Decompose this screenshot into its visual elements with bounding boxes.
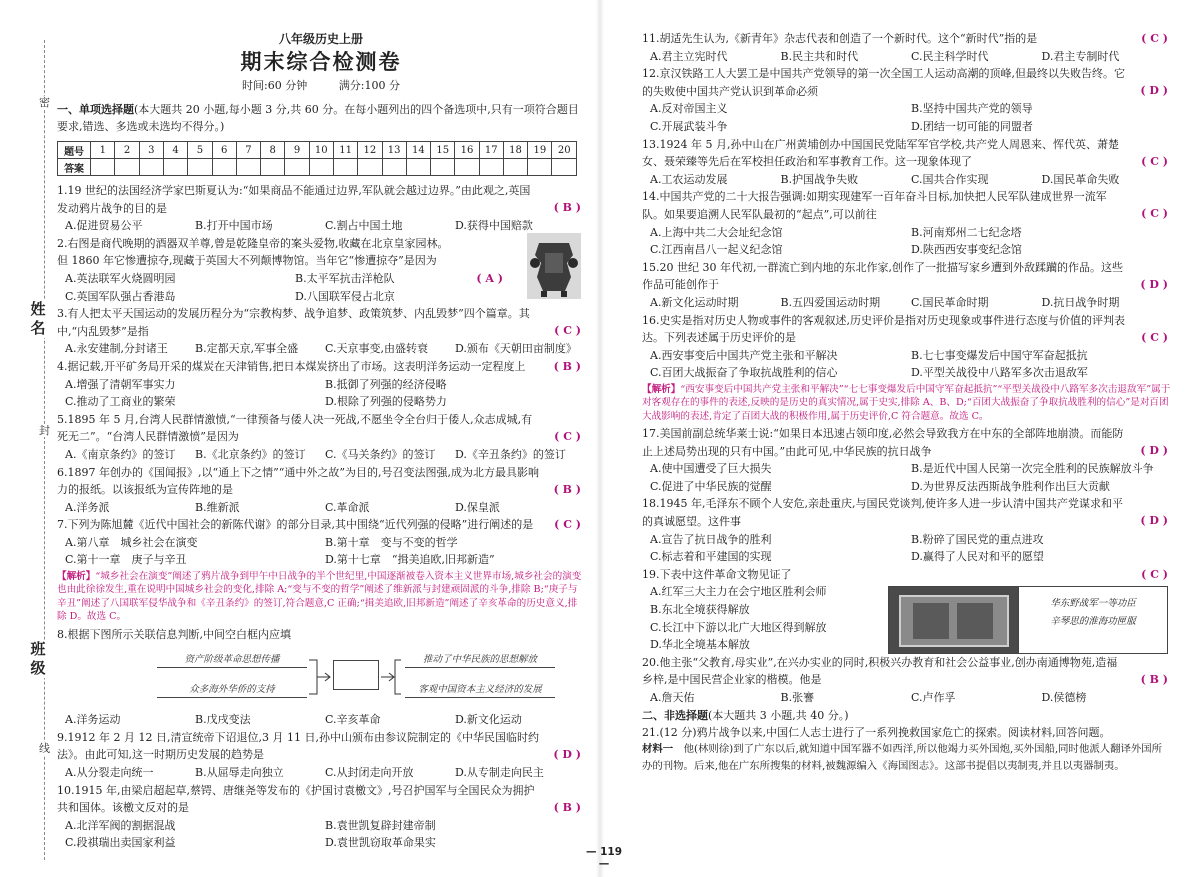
answer-cell[interactable] (503, 159, 527, 176)
options (57, 446, 585, 464)
question-8 (57, 626, 585, 729)
table-number: 2 (115, 142, 139, 159)
option[interactable]: A.《南京条约》的签订 (65, 447, 176, 461)
question-stem: 15.20 世纪 30 年代初,一群流亡到内地的东北作家,创作了一批描写家乡遭到外敌蹂躏的作品。这些作品可能创作于 (642, 260, 1123, 292)
option[interactable]: B.抵御了列强的经济侵略 (325, 377, 447, 391)
section1-desc: (本大题共 20 小题,每小题 3 分,共 60 分。在每小题列出的四个备选项中,只有一项符合题目要求,错选、多选或未选均不得分。) (57, 103, 579, 133)
answer-cell[interactable] (188, 159, 212, 176)
explanation-label: 【解析】 (642, 383, 681, 395)
option[interactable]: D.颁布《天朝田亩制度》 (455, 342, 577, 356)
option[interactable]: C.国共合作实现 (911, 172, 989, 186)
section2-title: 二、非选择题 (642, 708, 708, 722)
question-stem: 6.1897 年创办的《国闻报》,以“通上下之情”“通中外之故”为目的,号召变法图强,成为北方最具影响力的报纸。以该报纸为宣传阵地的是 (57, 465, 539, 497)
table-number: 7 (236, 142, 260, 159)
table-number: 9 (285, 142, 309, 159)
class-label: 班级 (27, 640, 49, 678)
options (642, 583, 882, 653)
answer-cell[interactable] (261, 159, 285, 176)
question-stem: 19.下表中这件革命文物见证了 (642, 567, 792, 581)
question-stem: 21.(12 分)鸦片战争以来,中国仁人志士进行了一系列挽救国家危亡的探索。阅读材料,回答问题。 (642, 725, 1111, 739)
question-12 (642, 65, 1172, 135)
option[interactable]: D.君主专制时代 (1041, 49, 1120, 63)
options (57, 217, 585, 235)
margin-seal-word: 封 (39, 424, 50, 437)
option[interactable]: A.永安建制,分封诸王 (65, 342, 168, 356)
answer-key: ( D ) (553, 747, 581, 761)
question-1 (57, 182, 585, 235)
option[interactable]: A.西安事变后中国共产党主张和平解决 (650, 348, 838, 362)
options (57, 270, 585, 305)
question-stem: 4.据记载,开平矿务局开采的煤炭在天津销售,把日本煤炭挤出了市场。这表明洋务运动一定程度上 (57, 359, 526, 373)
answer-cell[interactable] (212, 159, 236, 176)
option[interactable]: D.抗日战争时期 (1041, 295, 1120, 309)
diagram-blank-box[interactable] (333, 660, 379, 690)
question-stem: 14.中国共产党的二十大报告强调:如期实现建军一百年奋斗目标,加快把人民军队建成世界一流军队。如果要追溯人民军队最初的“起点”,可以前往 (642, 190, 1107, 221)
question-14 (642, 188, 1172, 258)
table-number: 3 (139, 142, 163, 159)
answer-key: ( D ) (1140, 444, 1168, 458)
option[interactable]: B.《北京条约》的签订 (195, 447, 306, 461)
table-number: 10 (309, 142, 333, 159)
exam-time: 时间:60 分钟 (242, 79, 308, 92)
table-number: 8 (261, 142, 285, 159)
option[interactable]: A.君主立宪时代 (650, 49, 728, 63)
table-number: 11 (333, 142, 357, 159)
answer-cell[interactable] (309, 159, 333, 176)
table-number: 12 (358, 142, 382, 159)
exam-title: 期末综合检测卷 (240, 50, 402, 74)
option[interactable]: C.长江中下游以北广大地区得到解放 (650, 620, 827, 634)
option[interactable]: B.是近代中国人民第一次完全胜利的民族解放斗争 (911, 462, 1154, 476)
option[interactable]: B.护国战争失败 (780, 172, 859, 186)
option[interactable]: D.侯德榜 (1041, 691, 1087, 705)
section2-desc: (本大题共 3 小题,共 40 分。) (708, 708, 849, 722)
option[interactable]: A.促进贸易公平 (65, 219, 143, 233)
options (642, 460, 1172, 495)
explanation-7 (57, 570, 585, 624)
options (57, 764, 585, 782)
option[interactable]: B.太平军抗击洋枪队 (295, 271, 395, 285)
right-column (642, 30, 1172, 775)
option[interactable]: C.开展武装斗争 (650, 119, 728, 133)
options (642, 100, 1172, 135)
table-number: 16 (455, 142, 479, 159)
question-5 (57, 411, 585, 464)
question-6 (57, 464, 585, 517)
name-label: 姓名 (27, 300, 49, 338)
answer-cell[interactable] (285, 159, 309, 176)
question-10 (57, 782, 585, 852)
section1-title: 一、单项选择题 (57, 103, 134, 116)
option[interactable]: A.上海中共二大会址纪念馆 (650, 225, 783, 239)
question-20 (642, 654, 1172, 707)
question-stem: 9.1912 年 2 月 12 日,清宣统帝下诏退位,3 月 11 日,孙中山颁布由参议院制定的《中华民国临时约法》。由此可知,这一时期历史发展的趋势是 (57, 730, 539, 762)
option[interactable]: A.英法联军火烧圆明园 (65, 271, 176, 285)
answer-cell[interactable] (358, 159, 382, 176)
answer-key: ( C ) (554, 429, 581, 443)
option[interactable]: C.江西南昌八一起义纪念馆 (650, 243, 783, 257)
answer-key: ( A ) (476, 271, 503, 285)
option[interactable]: D.根除了列强的侵略势力 (325, 395, 447, 409)
section1-heading (57, 101, 585, 135)
question-stem: 8.根据下图所示关联信息判断,中间空白框内应填 (57, 627, 291, 641)
option[interactable]: B.东北全境获得解放 (650, 603, 750, 617)
option[interactable]: A.宣告了抗日战争的胜利 (650, 532, 772, 546)
option[interactable]: B.河南郑州二七纪念塔 (911, 225, 1022, 239)
table-number: 6 (212, 142, 236, 159)
option[interactable]: B.第十章 变与不变的哲学 (325, 535, 458, 549)
table-number: 18 (503, 142, 527, 159)
option[interactable]: C.百团大战振奋了争取抗战胜利的信心 (650, 366, 838, 380)
diagram-right-bottom: 客观中国资本主义经济的发展 (405, 682, 555, 698)
options (57, 499, 585, 517)
section2-heading (642, 707, 1172, 724)
option[interactable]: D.八国联军侵占北京 (295, 289, 395, 303)
option[interactable]: C.辛亥革命 (325, 713, 381, 727)
option[interactable]: D.团结一切可能的同盟者 (911, 119, 1033, 133)
option[interactable]: A.增强了清朝军事实力 (65, 377, 176, 391)
question-7 (57, 516, 585, 623)
artifact-caption-line: 辛琴思的淮海功匣服 (1050, 615, 1136, 627)
option[interactable]: D.保皇派 (455, 500, 500, 514)
question-17 (642, 425, 1172, 495)
artifact-caption (1019, 587, 1167, 653)
option[interactable]: D.为世界反法西斯战争胜利作出巨大贡献 (911, 479, 1110, 493)
table-number: 1 (91, 142, 115, 159)
question-stem: 13.1924 年 5 月,孙中山在广州黄埔创办中国国民党陆军军官学校,共产党人周恩来、恽代英、萧楚女、聂荣臻等先后在军校担任政治和军事教育工作。这一现象体现了 (642, 137, 1119, 169)
page-number: — 119 — (585, 846, 623, 870)
exam-score: 满分:100 分 (338, 79, 400, 92)
answer-cell[interactable] (382, 159, 406, 176)
option[interactable]: A.洋务运动 (65, 713, 121, 727)
right-page (600, 0, 1200, 877)
options (57, 534, 585, 569)
artifact-caption-line: 华东野战军一等功臣 (1050, 597, 1136, 609)
answer-cell[interactable] (528, 159, 552, 176)
option[interactable]: D.从专制走向民主 (455, 766, 544, 780)
answer-key: ( B ) (553, 359, 581, 373)
question-3 (57, 305, 585, 358)
question-15 (642, 259, 1172, 312)
answer-key: ( B ) (553, 482, 581, 496)
option[interactable]: C.推动了工商业的繁荣 (65, 395, 176, 409)
option[interactable]: D.赢得了人民对和平的愿望 (911, 550, 1044, 564)
option[interactable]: C.民主科学时代 (911, 49, 989, 63)
answer-table (57, 141, 577, 176)
bracket-arrow-icon (379, 654, 405, 700)
explanation-label: 【解析】 (57, 571, 96, 583)
option[interactable]: B.戊戌变法 (195, 713, 251, 727)
option[interactable]: C.《马关条约》的签订 (325, 447, 436, 461)
option[interactable]: D.国民革命失败 (1041, 172, 1120, 186)
option[interactable]: B.坚持中国共产党的领导 (911, 102, 1033, 116)
binding-dashed-line (44, 40, 45, 860)
option[interactable]: A.反对帝国主义 (650, 102, 728, 116)
question-stem: 10.1915 年,由梁启超起草,蔡锷、唐继尧等发布的《护国讨袁檄文》,号召护国军与全国民众为拥护共和国体。该檄文反对的是 (57, 783, 535, 815)
options (642, 689, 1172, 707)
diagram-right-top: 推动了中华民族的思想解放 (405, 652, 555, 668)
margin-seal-word: 密 (39, 96, 50, 109)
option[interactable]: D.获得中国赔款 (455, 219, 533, 233)
question-9 (57, 729, 585, 782)
option[interactable]: C.段祺瑞出卖国家利益 (65, 836, 176, 850)
material-one (642, 741, 1172, 775)
option[interactable]: C.促进了中华民族的觉醒 (650, 479, 772, 493)
answer-key: ( D ) (1140, 84, 1168, 98)
question-stem: 16.史实是指对历史人物或事件的客观叙述,历史评价是指对历史现象或事件进行态度与价值的评判表达。下列表述属于历史评价的是 (642, 313, 1125, 345)
answer-cell[interactable] (236, 159, 260, 176)
material-label: 材料一 (642, 743, 674, 756)
answer-key: ( B ) (553, 201, 581, 214)
answer-cell[interactable] (479, 159, 503, 176)
answer-key: ( C ) (554, 518, 581, 532)
bronze-double-sheep-zun-image (527, 233, 581, 299)
question-stem: 20.他主张“父教育,母实业”,在兴办实业的同时,积极兴办教育和社会公益事业,创办南通博物苑,造福乡梓,是中国民营企业家的楷模。他是 (642, 655, 1118, 687)
option[interactable]: B.维新派 (195, 500, 240, 514)
question-stem: 1.19 世纪的法国经济学家巴斯夏认为:“如果商品不能通过边界,军队就会越过边界。”由此观之,英国发动鸦片战争的目的是 (57, 184, 531, 215)
answer-key: ( C ) (1141, 154, 1168, 168)
explanation-text: “西安事变后中国共产党主张和平解决”“七七事变爆发后中国守军奋起抵抗”“平型关战役中八路军多次击退敌军”属于对客观存在的事件的表述,反映的是历史的真实情况,属于史实,排除 A、B、D;“百团大战振奋了争取抗战胜利的信心”是对百团大战影响的表述,肯定了百团大战的积极作用,属于历史评价,C 符合题意。故选 C。 (642, 383, 1171, 422)
table-label-number: 题号 (58, 142, 91, 159)
table-number: 5 (188, 142, 212, 159)
table-label-answer: 答案 (58, 159, 91, 176)
options (57, 711, 585, 729)
option[interactable]: D.陕西西安事变纪念馆 (911, 243, 1022, 257)
option[interactable]: B.五四爱国运动时期 (780, 295, 881, 309)
option[interactable]: D.新文化运动 (455, 713, 522, 727)
table-number: 14 (406, 142, 430, 159)
question-4 (57, 358, 585, 411)
option[interactable]: B.定都天京,军事全盛 (195, 342, 299, 356)
bracket-arrow-icon (307, 654, 333, 700)
option[interactable]: B.张謇 (780, 691, 815, 705)
options (642, 294, 1172, 312)
option[interactable]: D.华北全境基本解放 (650, 638, 750, 652)
answer-cell[interactable] (455, 159, 479, 176)
answer-key: ( C ) (1141, 207, 1168, 221)
question-stem: 2.右图是商代晚期的酒器双羊尊,曾是乾隆皇帝的案头爱物,收藏在北京皇家园林。但 1860 年它惨遭掠夺,现藏于英国大不列颠博物馆。当年它“惨遭掠夺”是因为 (57, 236, 449, 268)
answer-key: ( B ) (1140, 672, 1168, 686)
option[interactable]: A.第八章 城乡社会在演变 (65, 535, 198, 549)
question-19 (642, 566, 1172, 654)
option[interactable]: B.从屈辱走向独立 (195, 766, 284, 780)
relation-diagram (157, 646, 557, 708)
answer-key: ( C ) (554, 324, 581, 338)
options (642, 531, 1172, 566)
artifact-photo (889, 587, 1019, 653)
options (57, 817, 585, 852)
answer-key: ( C ) (1141, 330, 1168, 344)
option[interactable]: C.国民革命时期 (911, 295, 989, 309)
question-21 (642, 724, 1172, 776)
option[interactable]: B.民主共和时代 (780, 49, 859, 63)
options (642, 224, 1172, 259)
margin-seal-word: 线 (39, 742, 50, 755)
question-stem: 7.下列为陈旭麓《近代中国社会的新陈代谢》的部分目录,其中围绕“近代列强的侵略”进行阐述的是 (57, 518, 534, 532)
diagram-left-top: 资产阶级革命思想传播 (157, 652, 307, 668)
answer-cell[interactable] (431, 159, 455, 176)
option[interactable]: C.天京事变,由盛转衰 (325, 342, 429, 356)
answer-table-number-row (58, 142, 577, 159)
answer-key: ( B ) (553, 800, 581, 814)
artifact-table (888, 586, 1168, 654)
question-stem: 5.1895 年 5 月,台湾人民群情激愤,“一律预备与倭人决一死战,不愿坐令全台归于倭人,众志成城,有死无二”。“台湾人民群情激愤”是因为 (57, 412, 533, 444)
option[interactable]: A.北洋军阀的割据混战 (65, 818, 176, 832)
option[interactable]: A.工农运动发展 (650, 172, 728, 186)
table-number: 17 (479, 142, 503, 159)
answer-table-answer-row (58, 159, 577, 176)
exam-subtitle: 八年级历史上册 (278, 32, 363, 46)
option[interactable]: D.《辛丑条约》的签订 (455, 447, 566, 461)
option[interactable]: A.从分裂走向统一 (65, 766, 154, 780)
option[interactable]: D.平型关战役中八路军多次击退敌军 (911, 366, 1088, 380)
question-stem: 3.有人把太平天国运动的发展历程分为“宗教构梦、战争追梦、政策筑梦、内乱毁梦”四个篇章。其中,“内乱毁梦”是指 (57, 307, 530, 338)
answer-cell[interactable] (163, 159, 187, 176)
explanation-16 (642, 383, 1172, 423)
question-11 (642, 30, 1172, 65)
material-text: 他(林则徐)到了广东以后,就知道中国军器不如西洋,所以他竭力买外国炮,买外国船,同时他派人翻译外国所办的刊物。后来,他在广东所搜集的材料,被魏源编入《海国图志》。这部书提倡以夷制夷,并且以夷器制夷。 (642, 743, 1163, 773)
answer-key: ( D ) (1140, 514, 1168, 528)
question-2 (57, 235, 585, 305)
table-number: 13 (382, 142, 406, 159)
table-number: 4 (163, 142, 187, 159)
question-18 (642, 495, 1172, 565)
question-stem: 11.胡适先生认为,《新青年》杂志代表和创造了一个新时代。这个“新时代”指的是 (642, 32, 1038, 45)
option[interactable]: A.洋务派 (65, 500, 110, 514)
option[interactable]: D.袁世凯窃取革命果实 (325, 836, 436, 850)
answer-cell[interactable] (91, 159, 115, 176)
answer-cell[interactable] (552, 159, 577, 176)
option[interactable]: C.从封闭走向开放 (325, 766, 414, 780)
answer-cell[interactable] (115, 159, 139, 176)
exam-meta (57, 77, 585, 93)
question-stem: 12.京汉铁路工人大罢工是中国共产党领导的第一次全国工人运动高潮的顶峰,但最终以失败告终。它的失败使中国共产党认识到革命必须 (642, 67, 1125, 98)
option[interactable]: D.第十七章 “揖美追欧,旧邦新造” (325, 553, 495, 567)
option[interactable]: C.第十一章 庚子与辛丑 (65, 553, 187, 567)
option[interactable]: C.卢作孚 (911, 691, 956, 705)
option[interactable]: B.粉碎了国民党的重点进攻 (911, 532, 1044, 546)
option[interactable]: B.打开中国市场 (195, 219, 273, 233)
option[interactable]: A.新文化运动时期 (650, 295, 739, 309)
option[interactable]: A.使中国遭受了巨大损失 (650, 462, 772, 476)
options (57, 340, 585, 358)
options (57, 376, 585, 411)
answer-key: ( D ) (1140, 277, 1168, 291)
option[interactable]: B.袁世凯复辟封建帝制 (325, 818, 436, 832)
left-column (57, 30, 585, 852)
question-13 (642, 136, 1172, 189)
option[interactable]: A.红军三大主力在会宁地区胜利会师 (650, 585, 827, 599)
table-number: 19 (528, 142, 552, 159)
options (642, 171, 1172, 189)
question-16 (642, 312, 1172, 424)
explanation-text: “城乡社会在演变”阐述了鸦片战争到甲午中日战争的半个世纪里,中国逐渐被卷入资本主义世界市场,城乡社会的演变也由此徐徐发生,重在说明中国城乡社会的变化,排除 A;“变与不变的哲学”阐述了维新派与封建顽固派的斗争,排除 B;“庚子与辛丑”阐述了八国联军侵华战争和《辛丑条约》的签订,符合题意,C 正确;“揖美追欧,旧邦新造”阐述了辛亥革命的历史意义,排除 D。故选 C。 (57, 571, 582, 623)
table-number: 15 (431, 142, 455, 159)
options (642, 48, 1172, 66)
answer-key: ( C ) (1141, 567, 1168, 581)
table-number: 20 (552, 142, 577, 159)
option[interactable]: C.革命派 (325, 500, 370, 514)
answer-cell[interactable] (333, 159, 357, 176)
question-stem: 18.1945 年,毛泽东不顾个人安危,亲赴重庆,与国民党谈判,使许多人进一步认清中国共产党谋求和平的真诚愿望。这件事 (642, 497, 1123, 529)
answer-cell[interactable] (406, 159, 430, 176)
option[interactable]: B.七七事变爆发后中国守军奋起抵抗 (911, 348, 1088, 362)
option[interactable]: C.标志着和平建国的实现 (650, 550, 772, 564)
options (642, 347, 1172, 382)
answer-cell[interactable] (139, 159, 163, 176)
option[interactable]: C.英国军队强占香港岛 (65, 289, 176, 303)
answer-key: ( C ) (1141, 32, 1168, 45)
option[interactable]: A.詹天佑 (650, 691, 695, 705)
question-stem: 17.美国前副总统华莱士说:“如果日本迅速占领印度,必然会导致我方在中东的全部阵地崩溃。而能防止上述局势出现的只有中国。”由此可见,中华民族的抗日战争 (642, 427, 1124, 458)
option[interactable]: C.割占中国土地 (325, 219, 403, 233)
diagram-left-bottom: 众多海外华侨的支持 (157, 682, 307, 698)
